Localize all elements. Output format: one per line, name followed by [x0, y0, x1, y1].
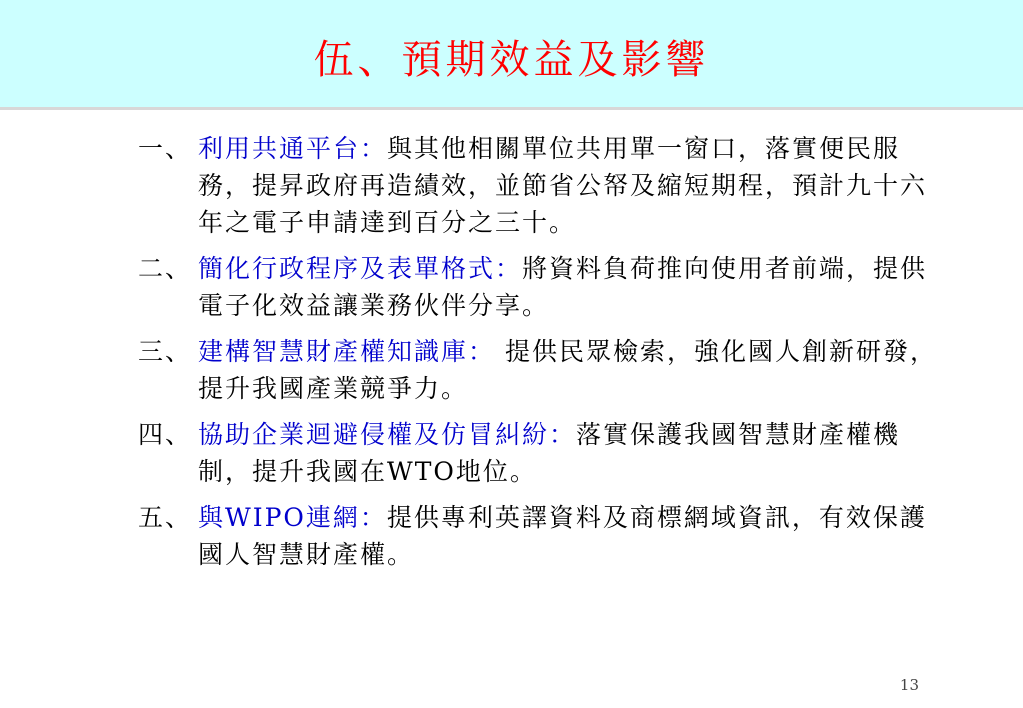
- slide-title: 伍、預期效益及影響: [313, 37, 710, 83]
- list-item: [138, 416, 938, 490]
- item-body: 提供民眾檢索，強化國人創新研發，提升我國產業競爭力。: [198, 337, 937, 403]
- list-item: [138, 499, 938, 573]
- content-area: [138, 130, 938, 582]
- list-item: [138, 333, 938, 407]
- item-number: 一、: [138, 134, 193, 163]
- item-number: 五、: [138, 503, 193, 532]
- list-item: [138, 130, 938, 241]
- item-number: 四、: [138, 420, 193, 449]
- item-number: 三、: [138, 337, 193, 366]
- item-heading: 利用共通平台：: [198, 134, 388, 163]
- item-heading: 協助企業迴避侵權及仿冒糾紛：: [198, 420, 577, 449]
- item-body: 提供專利英譯資料及商標網域資訊，有效保護國人智慧財產權。: [198, 503, 927, 569]
- item-heading: 與WIPO連網：: [198, 503, 387, 532]
- item-heading: 簡化行政程序及表單格式：: [198, 254, 523, 283]
- item-body: 將資料負荷推向使用者前端，提供電子化效益讓業務伙伴分享。: [198, 254, 928, 320]
- title-bar: [0, 0, 1023, 110]
- item-body: 落實保護我國智慧財產權機制，提升我國在WTO地位。: [198, 420, 901, 486]
- item-body: 與其他相關單位共用單一窗口，落實便民服務，提昇政府再造績效，並節省公帑及縮短期程，預計九十六年之電子申請達到百分之三十。: [198, 134, 928, 237]
- item-number: 二、: [138, 254, 193, 283]
- list-item: [138, 250, 938, 324]
- item-heading: 建構智慧財產權知識庫：: [198, 337, 496, 366]
- page-number: 13: [899, 676, 919, 694]
